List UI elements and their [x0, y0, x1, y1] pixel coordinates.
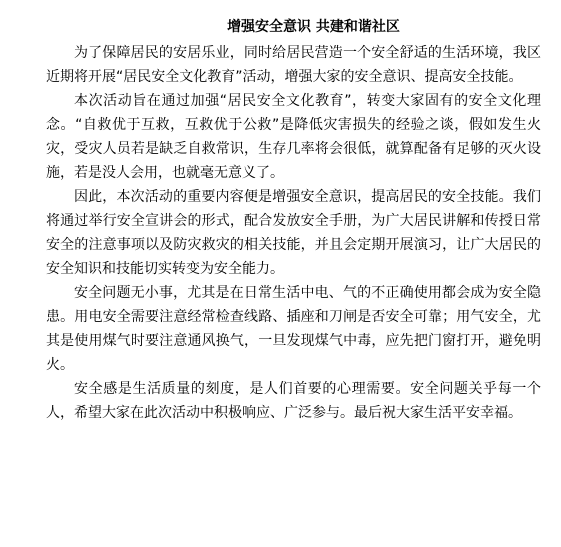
paragraph-5: 安全感是生活质量的刻度，是人们首要的心理需要。安全问题关乎每一个人，希望大家在此次活动中积极响应、广泛参与。最后祝大家生活平安幸福。	[46, 381, 541, 421]
paragraph-1: 为了保障居民的安居乐业，同时给居民营造一个安全舒适的生活环境，我区近期将开展“居民安全文化教育”活动，增强大家的安全意识、提高安全技能。	[46, 45, 541, 85]
paragraph-3: 因此，本次活动的重要内容便是增强安全意识，提高居民的安全技能。我们将通过举行安全宣讲会的形式，配合发放安全手册，为广大居民讲解和传授日常安全的注意事项以及防灾救灾的相关技能，并且会定期开展演习，让广大居民的安全知识和技能切实转变为安全能力。	[46, 189, 541, 277]
paragraph-4: 安全问题无小事，尤其是在日常生活中电、气的不正确使用都会成为安全隐患。用电安全需要注意经常检查线路、插座和刀闸是否安全可靠；用气安全，尤其是使用煤气时要注意通风换气，一旦发现煤气中毒，应先把门窗打开，避免明火。	[46, 285, 541, 373]
paragraph-2: 本次活动旨在通过加强“居民安全文化教育”，转变大家固有的安全文化理念。“自救优于互救，互救优于公救”是降低灾害损失的经验之谈，假如发生火灾，受灾人员若是缺乏自救常识，生存几率将会很低，就算配备有足够的灭火设施，若是没人会用，也就毫无意义了。	[46, 93, 541, 181]
document-title: 增强安全意识 共建和谐社区	[227, 19, 400, 35]
